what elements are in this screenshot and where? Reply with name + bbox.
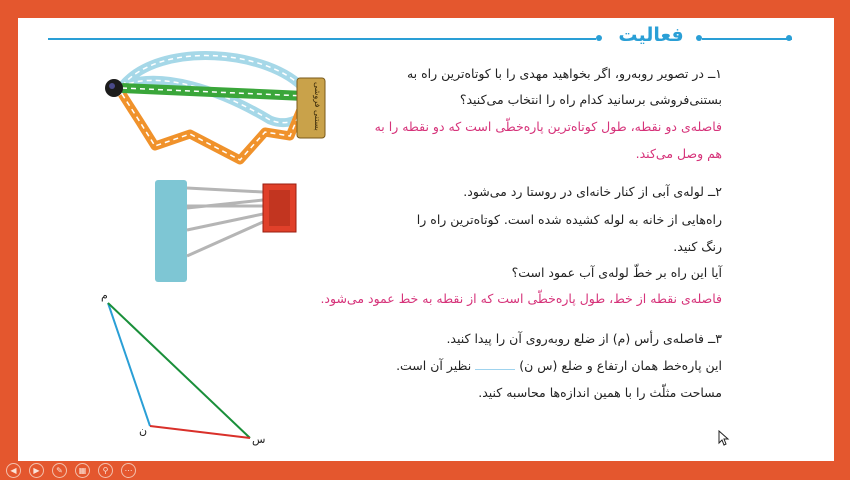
q2-line4: آیا این راه بر خطّ لوله‌ی آب عمود است؟ (511, 265, 722, 280)
q3-line1: ۳ــ فاصله‌ی رأس (م) از ضلع روبه‌روی آن را پیدا کنید. (446, 331, 722, 346)
q2-line1: ۲ــ لوله‌ی آبی از کنار خانه‌ای در روستا رد می‌شود. (463, 184, 722, 199)
q3-line2a: این پاره‌خط همان ارتفاع و ضلع (س ن) (519, 358, 722, 373)
pen-icon[interactable]: ✎ (52, 463, 67, 478)
pipe-figure (150, 178, 310, 288)
vertex-label-m: م (101, 289, 108, 302)
q1-answer2: هم وصل می‌کند. (635, 146, 722, 161)
q3-line2 (322, 358, 722, 373)
page-title: فعالیت (618, 24, 684, 46)
vertex-label-s: س (252, 433, 266, 446)
side-m-n (108, 303, 150, 426)
orange-path (122, 94, 305, 160)
header-line-right (702, 38, 792, 40)
answer-blank (475, 369, 515, 370)
vertex-label-n: ن (139, 424, 148, 437)
side-m-s (108, 303, 250, 438)
presentation-controls (0, 461, 850, 480)
header-dot (696, 35, 702, 41)
play-icon[interactable]: ▶ (29, 463, 44, 478)
more-icon[interactable]: ⋯ (121, 463, 136, 478)
q2-line3: رنگ کنید. (673, 239, 722, 254)
q3-line3: مساحت مثلّث را با همین اندازه‌ها محاسبه کنید. (478, 385, 722, 400)
water-pipe (155, 180, 187, 282)
q1-line1: ۱ــ در تصویر روبه‌رو، اگر بخواهید مهدی را با کوتاه‌ترین راه به (406, 66, 722, 81)
shop-label: بستنی فروشی (313, 82, 322, 131)
paths-figure (100, 50, 340, 170)
q1-answer1: فاصله‌ی دو نقطه، طول کوتاه‌ترین پاره‌خطّی است که دو نقطه را به (374, 119, 722, 134)
q2-answer: فاصله‌ی نقطه از خط، طول پاره‌خطّی است که از نقطه به خط عمود می‌شود. (320, 291, 722, 306)
slides-icon[interactable]: ▦ (75, 463, 90, 478)
mouse-cursor-icon (718, 430, 730, 446)
house-roof (269, 190, 290, 226)
header-dot (596, 35, 602, 41)
side-n-s (150, 426, 250, 438)
header-line-left (48, 38, 596, 40)
q3-line2b: نظیر آن است. (396, 358, 472, 373)
triangle-figure (95, 285, 275, 455)
route-line (187, 188, 263, 192)
header-dot (786, 35, 792, 41)
q2-line2: راه‌هایی از خانه به لوله کشیده شده است. کوتاه‌ترین راه را (416, 212, 722, 227)
person-head-icon (109, 83, 115, 89)
prev-icon[interactable]: ◀ (6, 463, 21, 478)
q1-line2: بستنی‌فروشی برسانید کدام راه را انتخاب می‌کنید؟ (459, 92, 722, 107)
zoom-icon[interactable]: ⚲ (98, 463, 113, 478)
